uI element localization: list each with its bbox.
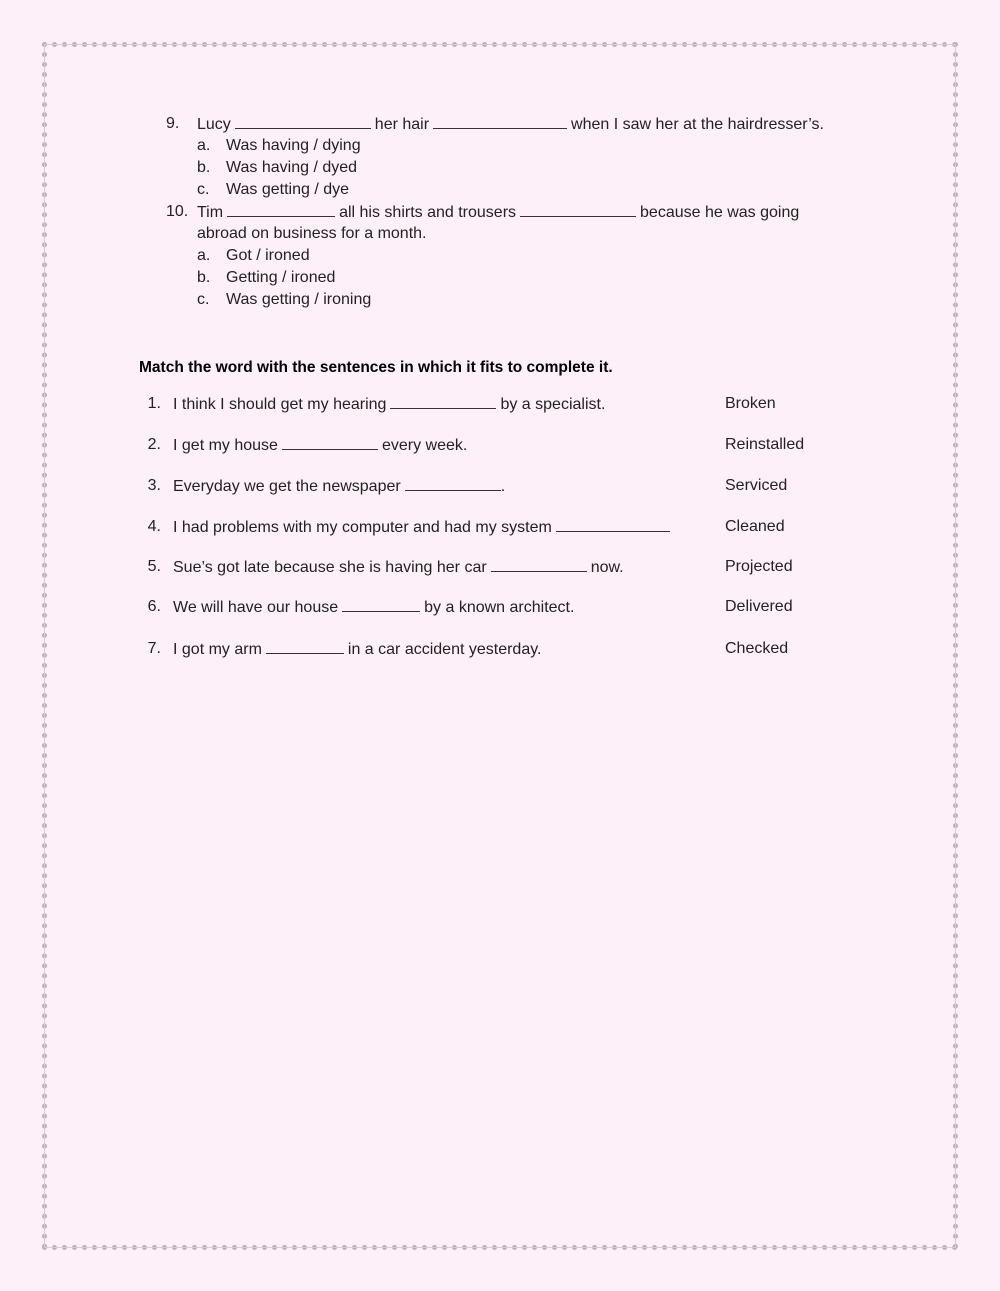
question-text-part: when I saw her at the hairdresser’s.	[571, 116, 824, 133]
match-number: 2.	[147, 436, 161, 453]
option-letter: a.	[197, 137, 211, 154]
option-text: Was getting / ironing	[226, 291, 372, 308]
option-letter: b.	[197, 159, 211, 176]
match-sentence-end: every week.	[381, 437, 468, 454]
answer-blank[interactable]	[390, 393, 496, 409]
match-row	[143, 393, 863, 415]
option-item[interactable]	[197, 245, 310, 267]
option-letter: c.	[197, 291, 210, 308]
option-text: Getting / ironed	[226, 269, 336, 286]
option-text: Was having / dyed	[226, 159, 358, 176]
question-text-part: Tim	[197, 204, 224, 221]
question-9	[166, 113, 824, 135]
answer-blank[interactable]	[520, 201, 636, 217]
question-number: 9.	[166, 115, 180, 132]
match-number: 3.	[147, 477, 161, 494]
match-row	[143, 475, 863, 497]
answer-blank[interactable]	[235, 113, 371, 129]
question-number: 10.	[166, 203, 189, 220]
match-word[interactable]: Projected	[725, 558, 793, 575]
match-number: 7.	[147, 640, 161, 657]
match-word[interactable]: Reinstalled	[725, 436, 805, 453]
match-row	[143, 638, 863, 660]
option-letter: c.	[197, 181, 210, 198]
match-sentence: Everyday we get the newspaper	[173, 478, 401, 495]
match-word[interactable]: Broken	[725, 395, 776, 412]
question-10-line2: abroad on business for a month.	[197, 225, 427, 242]
option-item[interactable]	[197, 135, 361, 157]
match-sentence: I get my house	[173, 437, 278, 454]
match-number: 6.	[147, 598, 161, 615]
match-sentence-end: now.	[590, 559, 624, 576]
option-item[interactable]	[197, 267, 336, 289]
match-number: 1.	[147, 395, 161, 412]
answer-blank[interactable]	[556, 516, 670, 532]
match-sentence: I had problems with my computer and had my system	[173, 519, 552, 536]
option-text: Got / ironed	[226, 247, 310, 264]
match-sentence-end: in a car accident yesterday.	[347, 641, 542, 658]
option-text: Was getting / dye	[226, 181, 350, 198]
answer-blank[interactable]	[266, 638, 344, 654]
match-sentence: I think I should get my hearing	[173, 396, 387, 413]
option-text: Was having / dying	[226, 137, 361, 154]
match-number: 5.	[147, 558, 161, 575]
question-10	[166, 201, 800, 223]
option-item[interactable]	[197, 289, 372, 311]
match-sentence-end: by a known architect.	[424, 599, 575, 616]
answer-blank[interactable]	[342, 596, 420, 612]
match-word[interactable]: Cleaned	[725, 518, 785, 535]
question-text-part: her hair	[374, 116, 430, 133]
match-sentence: Sue’s got late because she is having her car	[173, 559, 487, 576]
answer-blank[interactable]	[433, 113, 567, 129]
answer-blank[interactable]	[227, 201, 335, 217]
option-letter: a.	[197, 247, 211, 264]
match-sentence: I got my arm	[173, 641, 262, 658]
match-word[interactable]: Serviced	[725, 477, 788, 494]
option-letter: b.	[197, 269, 211, 286]
question-text-part: Lucy	[197, 116, 231, 133]
match-sentence: We will have our house	[173, 599, 339, 616]
match-row	[143, 596, 863, 618]
match-sentence-end: .	[500, 478, 506, 495]
answer-blank[interactable]	[405, 475, 501, 491]
option-item[interactable]	[197, 157, 358, 179]
match-row	[143, 516, 863, 538]
question-text-part: because he was going	[640, 204, 800, 221]
match-word[interactable]: Delivered	[725, 598, 793, 615]
match-row	[143, 556, 863, 578]
answer-blank[interactable]	[491, 556, 587, 572]
answer-blank[interactable]	[282, 434, 378, 450]
match-number: 4.	[147, 518, 161, 535]
section-heading: Match the word with the sentences in which it fits to complete it.	[139, 359, 613, 376]
match-row	[143, 434, 863, 456]
question-text-part: all his shirts and trousers	[339, 204, 517, 221]
option-item[interactable]	[197, 179, 350, 201]
match-sentence-end: by a specialist.	[500, 396, 606, 413]
match-word[interactable]: Checked	[725, 640, 789, 657]
